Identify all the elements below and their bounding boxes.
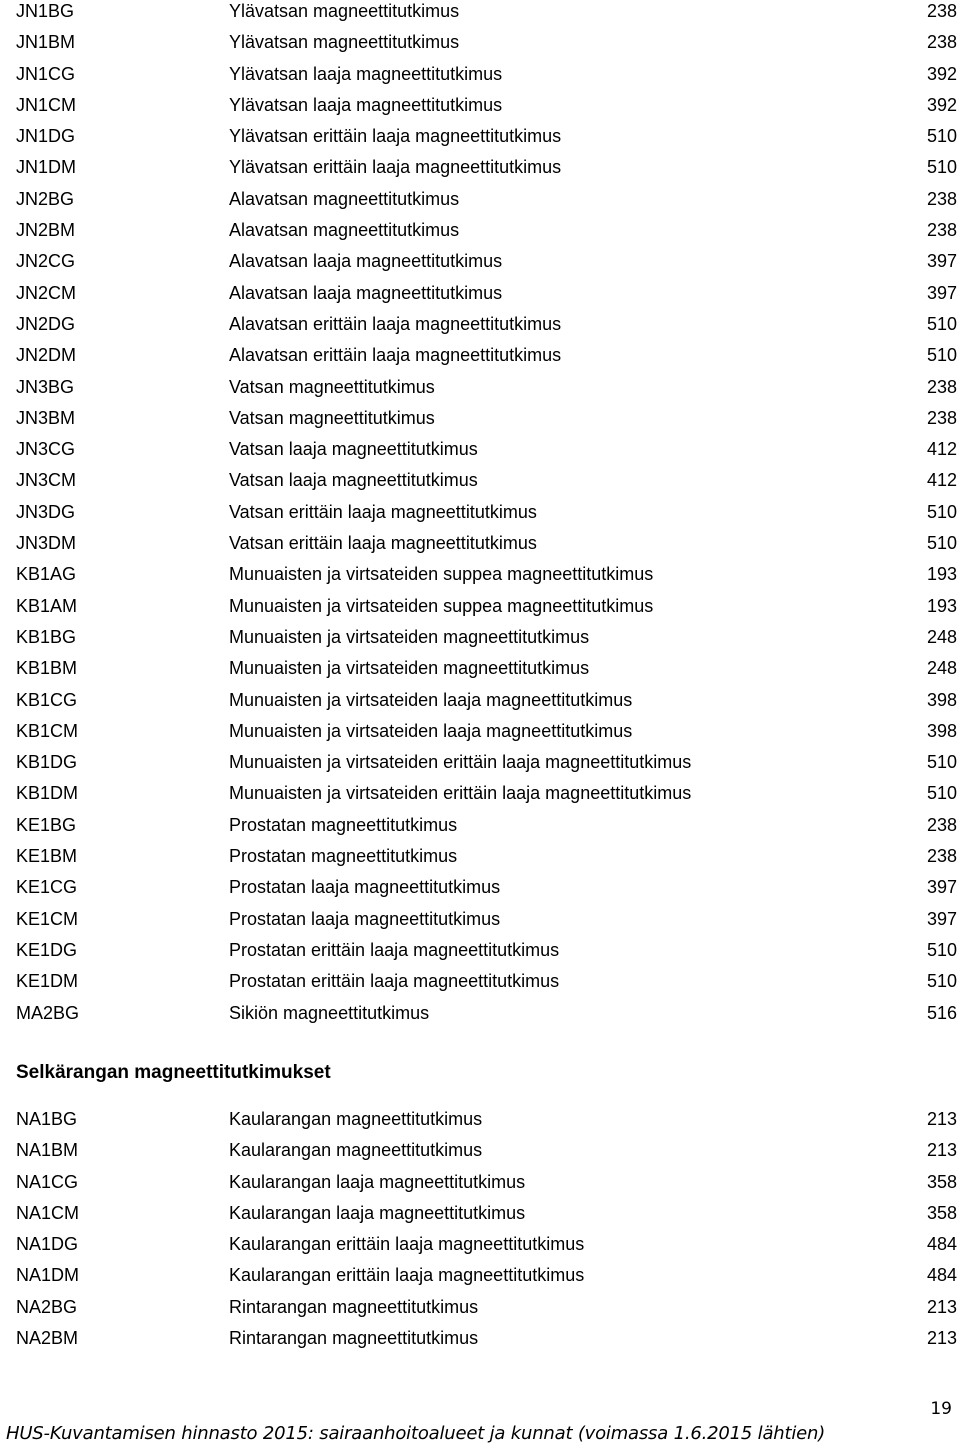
procedure-price: 510 <box>926 939 957 960</box>
procedure-code: JN2CM <box>16 282 77 303</box>
procedure-price: 238 <box>926 846 957 867</box>
procedure-description: Vatsan magneettitutkimus <box>229 376 435 397</box>
table-row <box>0 1296 960 1327</box>
table-row <box>0 563 960 594</box>
procedure-price: 510 <box>926 345 957 366</box>
procedure-code: NA2BG <box>16 1296 78 1317</box>
procedure-description: Sikiön magneettitutkimus <box>229 1002 430 1023</box>
procedure-description: Munuaisten ja virtsateiden erittäin laaja magneettitutkimus <box>229 783 692 804</box>
procedure-price: 238 <box>926 220 957 241</box>
procedure-description: Prostatan magneettitutkimus <box>229 814 458 835</box>
procedure-code: JN2CG <box>16 251 76 272</box>
procedure-code: JN3DM <box>16 533 77 554</box>
table-row <box>0 438 960 469</box>
procedure-description: Munuaisten ja virtsateiden magneettitutkimus <box>229 658 590 679</box>
procedure-code: KE1DM <box>16 971 79 992</box>
procedure-description: Ylävatsan erittäin laaja magneettitutkimus <box>229 126 562 147</box>
table-row <box>0 1108 960 1139</box>
table-row <box>0 1139 960 1170</box>
spine-price-list-table <box>0 1108 960 1358</box>
procedure-code: JN1CG <box>16 63 76 84</box>
procedure-price: 238 <box>926 32 957 53</box>
table-row <box>0 1233 960 1264</box>
procedure-description: Vatsan laaja magneettitutkimus <box>229 439 478 460</box>
table-row <box>0 250 960 281</box>
table-row <box>0 282 960 313</box>
procedure-price: 248 <box>926 626 957 647</box>
procedure-description: Prostatan magneettitutkimus <box>229 846 458 867</box>
table-row <box>0 94 960 125</box>
procedure-price: 398 <box>926 720 957 741</box>
procedure-description: Vatsan magneettitutkimus <box>229 407 435 428</box>
procedure-price: 213 <box>926 1140 957 1161</box>
procedure-code: JN3CG <box>16 439 76 460</box>
procedure-description: Alavatsan erittäin laaja magneettitutkimus <box>229 313 562 334</box>
procedure-description: Ylävatsan magneettitutkimus <box>229 1 460 21</box>
procedure-price: 238 <box>926 188 957 209</box>
table-row <box>0 876 960 907</box>
procedure-description: Rintarangan magneettitutkimus <box>229 1328 479 1349</box>
procedure-code: NA2BM <box>16 1328 79 1349</box>
procedure-code: NA1DM <box>16 1265 80 1286</box>
procedure-price: 397 <box>926 908 957 929</box>
procedure-description: Kaularangan magneettitutkimus <box>229 1140 483 1161</box>
procedure-price: 392 <box>926 63 957 84</box>
procedure-code: NA1DG <box>16 1234 79 1255</box>
procedure-description: Alavatsan magneettitutkimus <box>229 188 460 209</box>
table-row <box>0 125 960 156</box>
procedure-code: KE1BG <box>16 814 77 835</box>
table-row <box>0 31 960 62</box>
procedure-price: 484 <box>926 1234 957 1255</box>
procedure-price: 510 <box>926 783 957 804</box>
procedure-code: JN2DM <box>16 345 77 366</box>
procedure-description: Kaularangan laaja magneettitutkimus <box>229 1171 526 1192</box>
procedure-description: Rintarangan magneettitutkimus <box>229 1296 479 1317</box>
procedure-description: Alavatsan laaja magneettitutkimus <box>229 282 503 303</box>
procedure-description: Vatsan laaja magneettitutkimus <box>229 470 478 491</box>
procedure-code: JN3CM <box>16 470 77 491</box>
procedure-code: KB1BM <box>16 658 78 679</box>
footer-text: HUS-Kuvantamisen hinnasto 2015: sairaanhoitoalueet ja kunnat (voimassa 1.6.2015 lähtien) <box>6 1423 826 1444</box>
procedure-code: KB1AG <box>16 564 77 585</box>
procedure-code: JN1BM <box>16 32 76 53</box>
procedure-description: Kaularangan erittäin laaja magneettitutkimus <box>229 1234 585 1255</box>
procedure-price: 397 <box>926 251 957 272</box>
procedure-description: Alavatsan laaja magneettitutkimus <box>229 251 503 272</box>
table-row <box>0 626 960 657</box>
procedure-description: Kaularangan erittäin laaja magneettitutkimus <box>229 1265 585 1286</box>
procedure-description: Munuaisten ja virtsateiden suppea magneettitutkimus <box>229 564 654 585</box>
procedure-price: 510 <box>926 752 957 773</box>
procedure-description: Alavatsan erittäin laaja magneettitutkimus <box>229 345 562 366</box>
procedure-price: 238 <box>926 814 957 835</box>
procedure-description: Prostatan laaja magneettitutkimus <box>229 908 501 929</box>
procedure-code: JN2BM <box>16 220 76 241</box>
table-row <box>0 469 960 500</box>
procedure-price: 238 <box>926 1 957 21</box>
table-row <box>0 595 960 626</box>
procedure-description: Prostatan laaja magneettitutkimus <box>229 877 501 898</box>
table-row <box>0 219 960 250</box>
table-row <box>0 532 960 563</box>
procedure-code: KE1CG <box>16 877 78 898</box>
table-row <box>0 156 960 187</box>
procedure-code: JN2DG <box>16 313 76 334</box>
procedure-code: KB1DM <box>16 783 79 804</box>
procedure-price: 412 <box>926 470 957 491</box>
procedure-description: Ylävatsan erittäin laaja magneettitutkimus <box>229 157 562 178</box>
table-row <box>0 501 960 532</box>
section-heading: Selkärangan magneettitutkimukset <box>16 1062 331 1083</box>
procedure-code: JN3BM <box>16 407 76 428</box>
procedure-price: 510 <box>926 501 957 522</box>
table-row <box>0 970 960 1001</box>
procedure-price: 193 <box>926 564 957 585</box>
procedure-price: 510 <box>926 313 957 334</box>
procedure-description: Munuaisten ja virtsateiden laaja magneettitutkimus <box>229 720 633 741</box>
procedure-description: Munuaisten ja virtsateiden suppea magneettitutkimus <box>229 595 654 616</box>
procedure-code: JN1DG <box>16 126 76 147</box>
procedure-code: JN1BG <box>16 1 75 21</box>
procedure-price: 398 <box>926 689 957 710</box>
procedure-description: Kaularangan laaja magneettitutkimus <box>229 1202 526 1223</box>
procedure-price: 484 <box>926 1265 957 1286</box>
procedure-code: NA1BG <box>16 1109 78 1129</box>
table-row <box>0 720 960 751</box>
procedure-price: 213 <box>926 1328 957 1349</box>
procedure-description: Ylävatsan laaja magneettitutkimus <box>229 94 503 115</box>
procedure-description: Vatsan erittäin laaja magneettitutkimus <box>229 501 537 522</box>
table-row <box>0 1264 960 1295</box>
table-row <box>0 344 960 375</box>
procedure-code: JN1CM <box>16 94 77 115</box>
table-row <box>0 908 960 939</box>
table-row <box>0 939 960 970</box>
procedure-code: KB1BG <box>16 626 77 647</box>
table-row <box>0 814 960 845</box>
table-row <box>0 657 960 688</box>
procedure-description: Vatsan erittäin laaja magneettitutkimus <box>229 533 537 554</box>
procedure-description: Kaularangan magneettitutkimus <box>229 1109 483 1129</box>
procedure-price: 358 <box>926 1171 957 1192</box>
procedure-price: 248 <box>926 658 957 679</box>
procedure-price: 213 <box>926 1296 957 1317</box>
procedure-price: 397 <box>926 877 957 898</box>
procedure-description: Prostatan erittäin laaja magneettitutkimus <box>229 971 560 992</box>
table-row <box>0 1002 960 1033</box>
table-row <box>0 63 960 94</box>
procedure-description: Ylävatsan laaja magneettitutkimus <box>229 63 503 84</box>
table-row <box>0 188 960 219</box>
procedure-description: Alavatsan magneettitutkimus <box>229 220 460 241</box>
table-row <box>0 313 960 344</box>
table-row <box>0 751 960 782</box>
procedure-code: JN1DM <box>16 157 77 178</box>
procedure-price: 516 <box>926 1002 957 1023</box>
table-row <box>0 376 960 407</box>
procedure-code: KB1CM <box>16 720 79 741</box>
table-row <box>0 0 960 31</box>
procedure-code: KB1CG <box>16 689 78 710</box>
procedure-code: KB1AM <box>16 595 78 616</box>
table-row <box>0 845 960 876</box>
procedure-price: 510 <box>926 971 957 992</box>
table-row <box>0 782 960 813</box>
procedure-code: NA1CM <box>16 1202 80 1223</box>
procedure-description: Prostatan erittäin laaja magneettitutkimus <box>229 939 560 960</box>
procedure-price: 213 <box>926 1109 957 1129</box>
procedure-price: 238 <box>926 407 957 428</box>
table-row <box>0 407 960 438</box>
procedure-description: Munuaisten ja virtsateiden erittäin laaja magneettitutkimus <box>229 752 692 773</box>
procedure-price: 358 <box>926 1202 957 1223</box>
procedure-price: 193 <box>926 595 957 616</box>
procedure-code: MA2BG <box>16 1002 80 1023</box>
procedure-price: 412 <box>926 439 957 460</box>
procedure-code: NA1CG <box>16 1171 79 1192</box>
procedure-price: 510 <box>926 157 957 178</box>
procedure-description: Ylävatsan magneettitutkimus <box>229 32 460 53</box>
procedure-code: KE1CM <box>16 908 79 929</box>
procedure-price: 392 <box>926 94 957 115</box>
procedure-code: NA1BM <box>16 1140 79 1161</box>
table-row <box>0 1327 960 1358</box>
procedure-price: 397 <box>926 282 957 303</box>
procedure-code: JN3BG <box>16 376 75 397</box>
procedure-price: 238 <box>926 376 957 397</box>
table-row <box>0 689 960 720</box>
procedure-code: KB1DG <box>16 752 78 773</box>
table-row <box>0 1202 960 1233</box>
table-row <box>0 1171 960 1202</box>
procedure-code: JN2BG <box>16 188 75 209</box>
procedure-price: 510 <box>926 533 957 554</box>
procedure-code: KE1BM <box>16 846 78 867</box>
procedure-code: KE1DG <box>16 939 78 960</box>
page-number: 19 <box>930 1399 952 1419</box>
procedure-description: Munuaisten ja virtsateiden laaja magneettitutkimus <box>229 689 633 710</box>
procedure-code: JN3DG <box>16 501 76 522</box>
procedure-price: 510 <box>926 126 957 147</box>
procedure-description: Munuaisten ja virtsateiden magneettitutkimus <box>229 626 590 647</box>
